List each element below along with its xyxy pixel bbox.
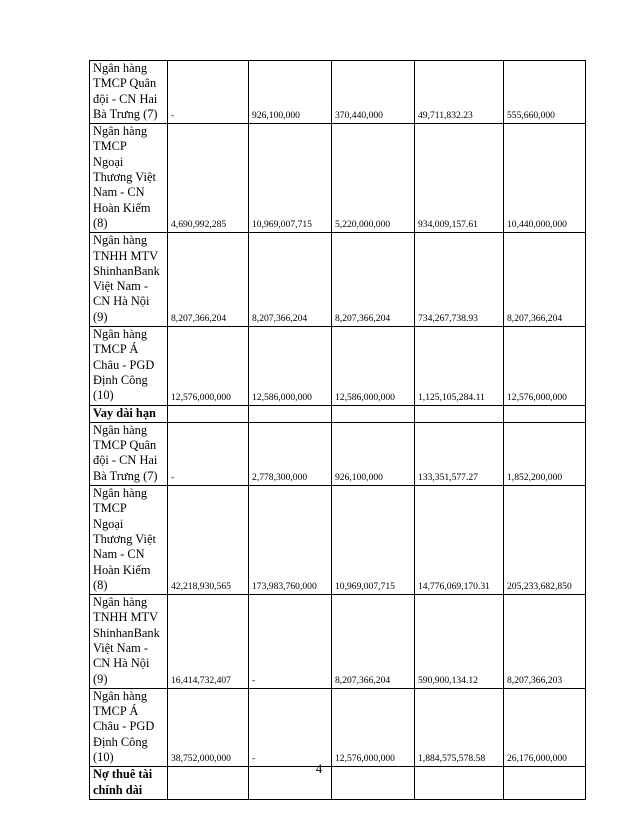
- value-cell: 10,969,007,715: [332, 486, 415, 595]
- value-cell: 14,776,069,170.31: [415, 486, 504, 595]
- name-line: TMCP Quân: [93, 438, 157, 453]
- name-line: đội - CN Hai: [93, 453, 158, 468]
- value-cell: 8,207,366,204: [168, 233, 249, 327]
- value-cell: 8,207,366,204: [332, 233, 415, 327]
- table-row: [90, 422, 586, 485]
- value-cell: 38,752,000,000: [168, 688, 249, 766]
- name-line: Định Công: [93, 372, 148, 387]
- value-cell: 26,176,000,000: [504, 688, 586, 766]
- loan-table: [89, 60, 586, 800]
- bank-name-cell: [90, 595, 168, 689]
- name-line: Ngân hàng: [93, 486, 148, 501]
- table-row: [90, 486, 586, 595]
- value-cell: 734,267,738.93: [415, 233, 504, 327]
- name-line: TNHH MTV: [93, 610, 159, 625]
- section-row: [90, 405, 586, 422]
- value-cell: 49,711,832.23: [415, 61, 504, 124]
- table-row: [90, 327, 586, 405]
- table-row: [90, 61, 586, 124]
- name-line: Thương Việt: [93, 531, 156, 546]
- name-line: (8): [93, 215, 108, 230]
- name-line: (9): [93, 309, 108, 324]
- value-cell: 10,969,007,715: [249, 124, 332, 233]
- value-cell: 12,586,000,000: [332, 327, 415, 405]
- value-cell: 173,983,760,000: [249, 486, 332, 595]
- value-cell: 133,351,577.27: [415, 422, 504, 485]
- value-cell: [249, 405, 332, 422]
- bank-name-cell: [90, 233, 168, 327]
- table-row: [90, 124, 586, 233]
- bank-name-cell: [90, 486, 168, 595]
- value-cell: -: [249, 595, 332, 689]
- bank-name-cell: [90, 422, 168, 485]
- name-line: Nam - CN: [93, 547, 145, 562]
- value-cell: 4,690,992,285: [168, 124, 249, 233]
- name-line: TMCP: [93, 139, 127, 154]
- value-cell: 205,233,682,850: [504, 486, 586, 595]
- bank-name-cell: [90, 124, 168, 233]
- table-row: [90, 595, 586, 689]
- name-line: CN Hà Nội: [93, 656, 150, 671]
- name-line: Định Công: [93, 734, 148, 749]
- name-line: Việt Nam -: [93, 640, 148, 655]
- name-line: TMCP: [93, 501, 127, 516]
- value-cell: 8,207,366,203: [504, 595, 586, 689]
- name-line: Hoàn Kiếm: [93, 562, 151, 577]
- name-line: Ngân hàng: [93, 327, 148, 342]
- name-line: Hoàn Kiếm: [93, 200, 151, 215]
- table-row: [90, 688, 586, 766]
- name-line: Thương Việt: [93, 170, 156, 185]
- name-line: Ngân hàng: [93, 233, 148, 248]
- value-cell: 1,852,200,000: [504, 422, 586, 485]
- name-line: (8): [93, 577, 108, 592]
- name-line: Ngoại: [93, 516, 124, 531]
- value-cell: 926,100,000: [249, 61, 332, 124]
- value-cell: [168, 405, 249, 422]
- name-line: Bà Trưng (7): [93, 106, 158, 121]
- value-cell: 934,009,157.61: [415, 124, 504, 233]
- value-cell: 590,900,134.12: [415, 595, 504, 689]
- name-line: (9): [93, 671, 108, 686]
- value-cell: 12,576,000,000: [332, 688, 415, 766]
- page-number: 4: [315, 761, 323, 776]
- name-line: TNHH MTV: [93, 248, 159, 263]
- value-cell: 1,125,105,284.11: [415, 327, 504, 405]
- value-cell: [504, 405, 586, 422]
- name-line: (10): [93, 388, 114, 403]
- loan-table-body: [90, 61, 586, 800]
- value-cell: 926,100,000: [332, 422, 415, 485]
- value-cell: 12,576,000,000: [504, 327, 586, 405]
- value-cell: 5,220,000,000: [332, 124, 415, 233]
- name-line: Vay dài hạn: [93, 405, 156, 420]
- value-cell: -: [249, 688, 332, 766]
- value-cell: 8,207,366,204: [504, 233, 586, 327]
- name-line: Ngân hàng: [93, 61, 148, 75]
- name-line: Việt Nam -: [93, 279, 148, 294]
- bank-name-cell: [90, 327, 168, 405]
- name-line: ShinhanBank: [93, 263, 160, 278]
- bank-name-cell: [90, 688, 168, 766]
- name-line: ShinhanBank: [93, 625, 160, 640]
- name-line: Ngoại: [93, 154, 124, 169]
- name-line: Nam - CN: [93, 185, 145, 200]
- name-line: Ngân hàng: [93, 688, 148, 703]
- value-cell: [415, 405, 504, 422]
- name-line: CN Hà Nội: [93, 294, 150, 309]
- name-line: Bà Trưng (7): [93, 468, 158, 483]
- name-line: Ngân hàng: [93, 595, 148, 610]
- value-cell: 12,576,000,000: [168, 327, 249, 405]
- value-cell: -: [168, 422, 249, 485]
- bank-name-cell: [90, 61, 168, 124]
- value-cell: 8,207,366,204: [332, 595, 415, 689]
- name-line: TMCP Quân: [93, 76, 157, 91]
- value-cell: 12,586,000,000: [249, 327, 332, 405]
- name-line: chính dài: [93, 782, 143, 797]
- value-cell: 2,778,300,000: [249, 422, 332, 485]
- name-line: Ngân hàng: [93, 124, 148, 139]
- section-heading: [90, 405, 168, 422]
- name-line: Ngân hàng: [93, 422, 148, 437]
- name-line: (10): [93, 750, 114, 765]
- value-cell: 10,440,000,000: [504, 124, 586, 233]
- value-cell: 8,207,366,204: [249, 233, 332, 327]
- value-cell: 555,660,000: [504, 61, 586, 124]
- name-line: Nợ thuê tài: [93, 767, 153, 782]
- value-cell: 370,440,000: [332, 61, 415, 124]
- name-line: Châu - PGD: [93, 357, 155, 372]
- value-cell: [332, 405, 415, 422]
- value-cell: -: [168, 61, 249, 124]
- table-row: [90, 233, 586, 327]
- value-cell: 42,218,930,565: [168, 486, 249, 595]
- value-cell: 16,414,732,407: [168, 595, 249, 689]
- name-line: TMCP Á: [93, 704, 139, 719]
- name-line: đội - CN Hai: [93, 91, 158, 106]
- value-cell: 1,884,575,578.58: [415, 688, 504, 766]
- name-line: TMCP Á: [93, 342, 139, 357]
- name-line: Châu - PGD: [93, 719, 155, 734]
